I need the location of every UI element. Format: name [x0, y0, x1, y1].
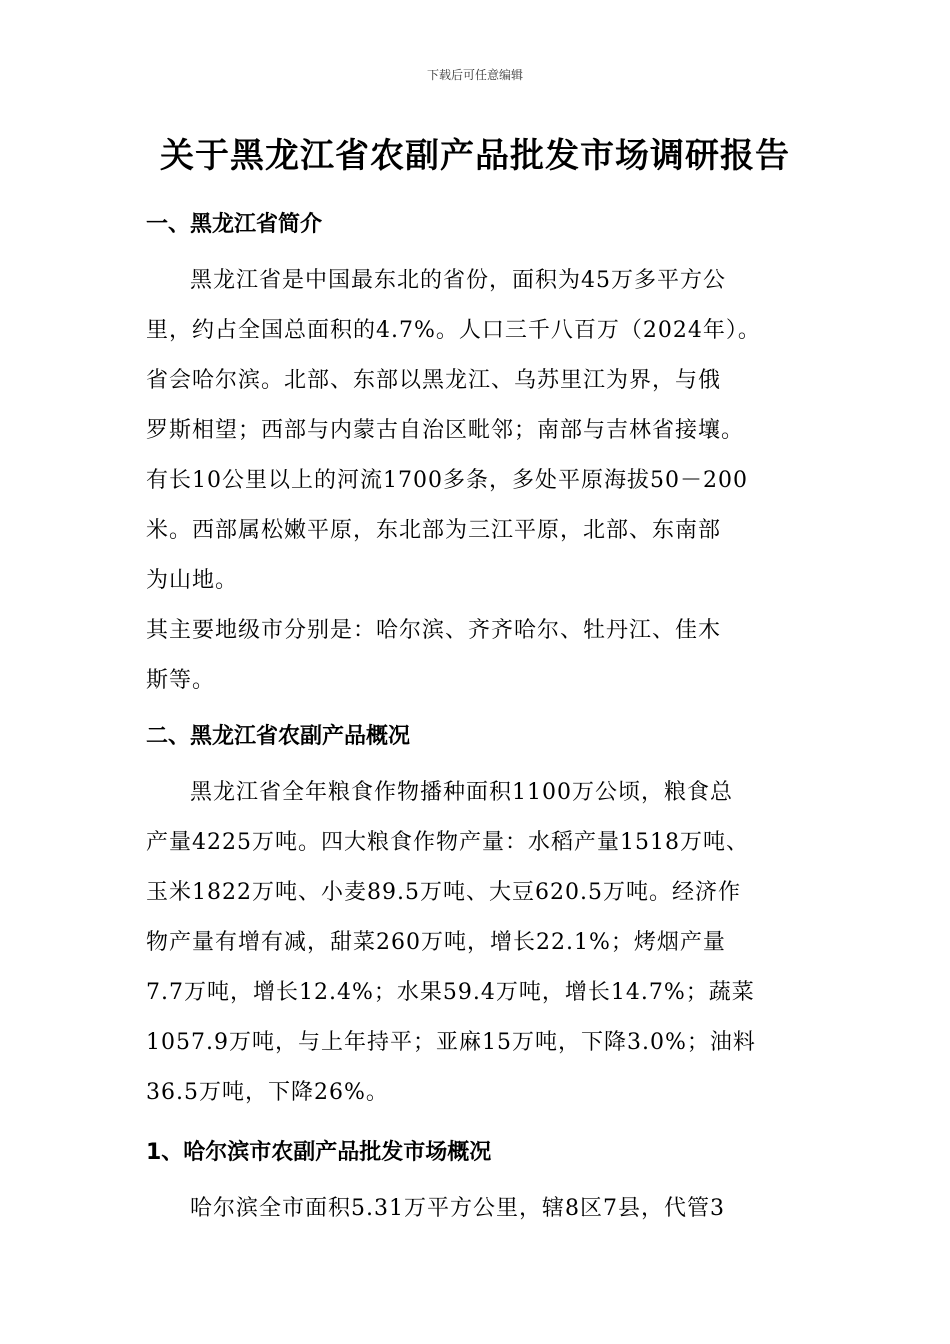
- text-line: 玉米1822万吨、小麦89.5万吨、大豆620.5万吨。经济作: [146, 880, 741, 905]
- text-line: 黑龙江省是中国最东北的省份，面积为45万多平方公: [190, 268, 726, 293]
- document-body: [146, 208, 814, 1234]
- text-line: 罗斯相望；西部与内蒙古自治区毗邻；南部与吉林省接壤。: [146, 418, 745, 443]
- paragraph-agri-output: [146, 768, 814, 1118]
- section-heading-harbin-market: 1、哈尔滨市农副产品批发市场概况: [146, 1140, 492, 1165]
- paragraph-harbin-overview: [146, 1184, 814, 1234]
- page-header-note: 下载后可任意编辑: [426, 68, 523, 82]
- text-line: 物产量有增有减，甜菜260万吨，增长22.1%；烤烟产量: [146, 930, 726, 955]
- text-line: 有长10公里以上的河流1700多条，多处平原海拔50－200: [146, 468, 748, 493]
- text-line: 为山地。: [146, 568, 239, 593]
- section-heading-agri-products: 二、黑龙江省农副产品概况: [146, 724, 411, 749]
- paragraph-major-cities: [146, 606, 814, 706]
- paragraph-province-overview: [146, 256, 814, 606]
- text-line: 黑龙江省全年粮食作物播种面积1100万公顷，粮食总: [190, 780, 733, 805]
- text-line: 7.7万吨，增长12.4%；水果59.4万吨，增长14.7%；蔬菜: [146, 980, 755, 1005]
- text-line: 产量4225万吨。四大粮食作物产量：水稻产量1518万吨、: [146, 830, 749, 855]
- text-line: 1057.9万吨，与上年持平；亚麻15万吨，下降3.0%；油料: [146, 1030, 756, 1055]
- document-title: 关于黑龙江省农副产品批发市场调研报告: [160, 136, 790, 176]
- text-line: 36.5万吨，下降26%。: [146, 1080, 389, 1105]
- text-line: 斯等。: [146, 668, 216, 693]
- text-line: 里，约占全国总面积的4.7%。人口三千八百万（2024年）。: [146, 318, 761, 343]
- section-heading-intro: 一、黑龙江省简介: [146, 212, 323, 237]
- text-line: 省会哈尔滨。北部、东部以黑龙江、乌苏里江为界，与俄: [146, 368, 722, 393]
- text-line: 其主要地级市分别是：哈尔滨、齐齐哈尔、牡丹江、佳木: [146, 618, 722, 643]
- text-line: 米。西部属松嫩平原，东北部为三江平原，北部、东南部: [146, 518, 722, 543]
- text-line: 哈尔滨全市面积5.31万平方公里，辖8区7县，代管3: [190, 1196, 725, 1221]
